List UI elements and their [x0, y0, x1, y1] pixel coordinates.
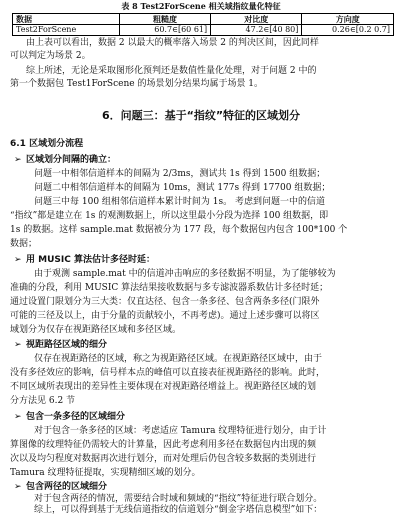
paragraph-line: 对于包含两径的情况，需要结合时域和频域的“指纹”特征进行联合划分。 [34, 494, 323, 504]
table-header-row [13, 14, 394, 25]
arrow-bullet-icon: ➢ [14, 482, 22, 492]
paragraph-line: 不同区域所表现出的差异性主要体现在对视距路径增益上。视距路径区域的划 [10, 382, 317, 392]
table-cell: 60.7∈[60 61] [119, 25, 210, 36]
paragraph-line: 算图像的纹理特征仍需较大的计算量，因此考虑利用多径在数据包内出现的频 [10, 440, 317, 450]
bullet-title: 用 MUSIC 算法估计多径时延： [26, 255, 155, 265]
arrow-bullet-icon: ➢ [14, 412, 22, 422]
table-header-cell: 数据 [13, 14, 120, 25]
bullet-title: 视距路径区域的细分 [26, 340, 108, 350]
paragraph-line: 可以判定为场景 2。 [10, 51, 91, 61]
arrow-bullet-icon: ➢ [14, 340, 22, 350]
paragraph-line: 问题一中相邻信道样本的间隔为 2/3ms，测试共 1s 得到 1500 组数据； [34, 169, 326, 179]
paragraph-line: 1s 的数据。这样 sample.mat 数据被分为 177 段，每个数据包内包含 100*100 个 [10, 225, 348, 235]
bullet-title: 包含两径的区域细分 [26, 482, 108, 492]
table-cell: 0.26∈[0.2 0.7] [302, 25, 394, 36]
paragraph-line: Tamura 纹理特征提取，实现精细区域的划分。 [10, 468, 201, 478]
paragraph-line: 通过设置门限划分为三大类：仅直达径、包含一条多径、包含两条多径(门限外 [10, 297, 320, 307]
paragraph-line: 由上表可以看出，数据 2 以最大的概率落入场景 2 的判决区间，因此同样 [26, 38, 319, 48]
table-header-cell: 对比度 [211, 14, 302, 25]
paragraph-line: 域划分为仅存在视距路径区域和多径区域。 [10, 325, 182, 335]
table-header-cell: 方向度 [302, 14, 394, 25]
paragraph-line: 综上所述，无论是采取图形化预判还是数值性量化处理，对于问题 2 中的 [26, 66, 317, 76]
paragraph-line: 问题三中每 100 组相邻信道样本累计时间为 1s。 考虑到问题一中的信道 [34, 197, 325, 207]
table-caption: 表 8 Test2ForScene 相关域指纹量化特征 [121, 1, 281, 11]
section-heading: 6．问题三：基于“指纹”特征的区域划分 [101, 109, 301, 122]
table-row [13, 25, 394, 36]
paragraph-line: “指纹”都是建立在 1s 的观测数据上，所以这里最小分段为选择 100 组数据，即 [10, 211, 329, 221]
table-cell: 47.2∈[40 80] [211, 25, 302, 36]
paragraph-line: 问题二中相邻信道样本的间隔为 10ms，测试 177s 得到 17700 组数据； [34, 183, 331, 193]
paragraph-line: 数据； [10, 239, 38, 249]
feature-table [12, 13, 394, 36]
bullet-heading [14, 411, 125, 424]
paragraph-line: 对于包含一条多径的区域：考虑适应 Tamura 纹理特征进行划分，由于计 [34, 426, 327, 436]
paragraph-line: 综上，可以得到基于无线信道指纹的信道划分“倒金字塔信息模型”如下： [34, 505, 323, 515]
arrow-bullet-icon: ➢ [14, 155, 22, 165]
subsection-heading: 6.1 区域划分流程 [10, 139, 84, 149]
bullet-heading [14, 154, 116, 167]
bullet-heading [14, 254, 155, 267]
bullet-title: 包含一条多径的区域细分 [26, 412, 126, 422]
table-header-cell: 粗糙度 [119, 14, 210, 25]
bullet-heading [14, 339, 107, 352]
paragraph-line: 仅存在视距路径的区域，称之为视距路径区域。在视距路径区域中，由于 [34, 354, 323, 364]
bullet-title: 区域划分间隔的确立： [26, 155, 117, 165]
table-cell: Test2ForScene [13, 25, 120, 36]
paragraph-line: 次以及均匀程度对数据再次进行划分，而对处理后仍包含较多数据的类别进行 [10, 454, 317, 464]
paragraph-line: 没有多径效应的影响，信号样本点的峰值可以直接表征视距路径的影响。此时， [10, 368, 326, 378]
paragraph-line: 可能的三径及以上，由于分量的贡献较小，不再考虑)。通过上述步骤可以将区 [10, 311, 320, 321]
arrow-bullet-icon: ➢ [14, 255, 22, 265]
paragraph-line: 第一个数据包 Test1ForScene 的场景划分结果均属于场景 1。 [10, 79, 264, 89]
paragraph-line: 准确的分段，利用 MUSIC 算法结果接收数据与多专滤波器系数估计多径时延； [10, 283, 329, 293]
paragraph-line: 分方法见 6.2 节 [10, 396, 76, 406]
paragraph-line: 由于观测 sample.mat 中的信道冲击响应的多径数据不明显，为了能够较为 [34, 269, 336, 279]
